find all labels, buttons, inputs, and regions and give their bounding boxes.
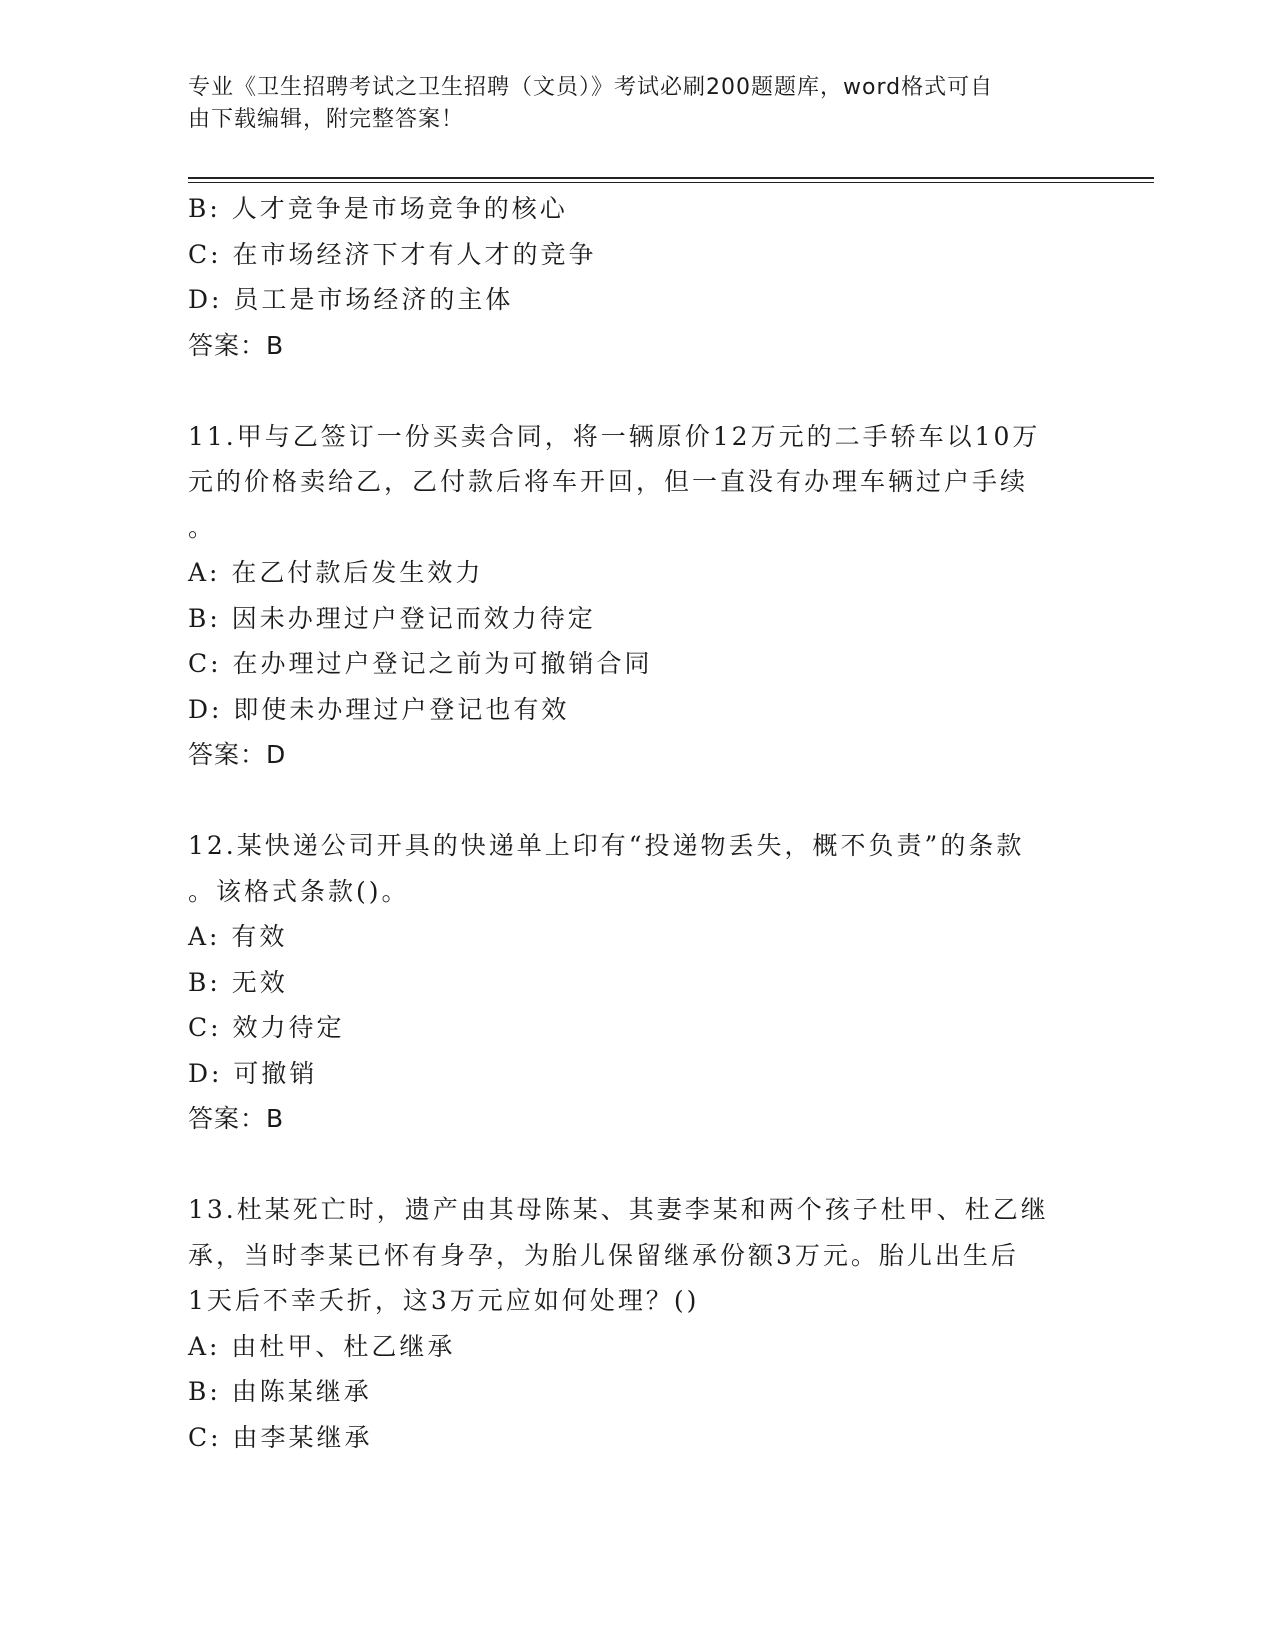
document-header [188,72,1068,136]
header-line-1: 专业《卫生招聘考试之卫生招聘（文员）》考试必刷200题题库，word格式可自 [188,75,994,100]
option-d: D: 即使未办理过户登记也有效 [188,694,570,724]
question-list [188,186,1068,1460]
option-c: C: 在办理过户登记之前为可撤销合同 [188,649,653,678]
option-b: B: 无效 [188,967,288,997]
question-stem-line: 1天后不幸夭折，这3万元应如何处理？() [188,1286,700,1315]
spacer [188,1142,1068,1188]
spacer [188,778,1068,824]
answer-line: 答案：B [188,1104,285,1133]
question-stem-line: 13.杜某死亡时，遗产由其母陈某、其妻李某和两个孩子杜甲、杜乙继 [188,1195,1049,1224]
question-stem-line: 元的价格卖给乙，乙付款后将车开回，但一直没有办理车辆过户手续 [188,467,1029,496]
question-block-11 [188,414,1068,778]
question-stem-line: 。 [188,512,217,542]
question-block-13 [188,1187,1068,1460]
question-stem-line: 。该格式条款()。 [188,876,410,906]
option-d: D: 员工是市场经济的主体 [188,285,514,314]
header-divider-thin [188,182,1154,183]
question-block-12 [188,823,1068,1142]
option-b: B: 由陈某继承 [188,1377,372,1406]
spacer [188,368,1068,414]
option-d: D: 可撤销 [188,1058,318,1088]
question-stem-line: 承，当时李某已怀有身孕，为胎儿保留继承份额3万元。胎儿出生后 [188,1240,1019,1270]
header-divider-thick [188,177,1154,179]
answer-line: 答案：B [188,330,285,360]
question-stem-line: 11.甲与乙签订一份买卖合同，将一辆原价12万元的二手轿车以10万 [188,421,1041,451]
option-c: C: 在市场经济下才有人才的竞争 [188,239,597,269]
question-stem-line: 12.某快递公司开具的快递单上印有“投递物丢失，概不负责”的条款 [188,831,1025,860]
option-a: A: 由杜甲、杜乙继承 [188,1331,456,1361]
answer-line: 答案：D [188,740,287,769]
option-b: B: 因未办理过户登记而效力待定 [188,603,596,633]
option-a: A: 有效 [188,922,288,951]
header-line-2: 由下载编辑，附完整答案！ [188,107,465,132]
question-block-partial [188,186,1068,368]
option-b: B: 人才竞争是市场竞争的核心 [188,194,568,223]
option-a: A: 在乙付款后发生效力 [188,558,484,587]
option-c: C: 由李某继承 [188,1422,373,1452]
option-c: C: 效力待定 [188,1013,345,1042]
